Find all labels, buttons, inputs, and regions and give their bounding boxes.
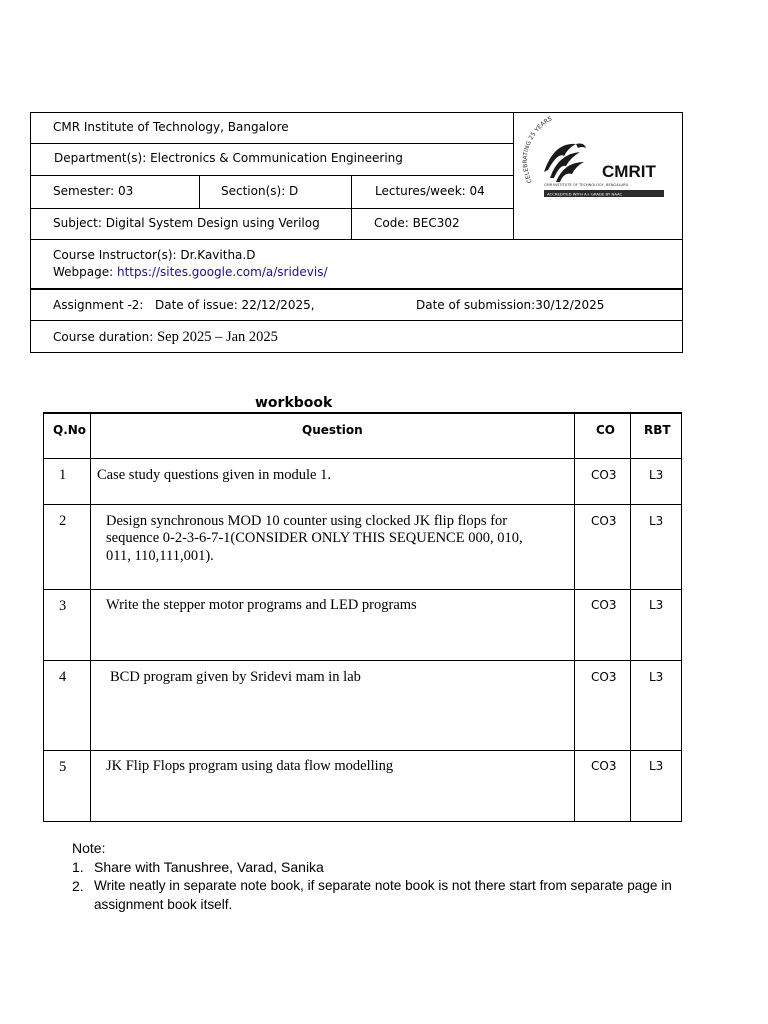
note-1-text: Share with Tanushree, Varad, Sanika	[94, 859, 324, 875]
note-2-number: 2.	[72, 878, 84, 894]
row-2-co: CO3	[591, 514, 617, 528]
row-2-question-line-3: 011, 110,111,001).	[106, 548, 214, 564]
webpage-link[interactable]: https://sites.google.com/a/sridevis/	[117, 265, 328, 279]
table-row-divider	[43, 750, 682, 751]
note-title: Note:	[72, 840, 106, 856]
table-col-divider	[574, 412, 575, 822]
workbook-title: workbook	[255, 395, 333, 411]
institute-name: CMR Institute of Technology, Bangalore	[53, 120, 289, 134]
header-border-bottom	[30, 352, 683, 353]
row-3-question: Write the stepper motor programs and LED programs	[106, 597, 417, 613]
duration-label: Course duration:	[53, 330, 158, 344]
logo-arc-text: CELEBRATING 25 YEARS	[521, 115, 554, 185]
row-divider	[30, 143, 514, 144]
note-2-text-line-1: Write neatly in separate note book, if separate note book is not there start from separate page in	[94, 878, 672, 893]
row-3-co: CO3	[591, 598, 617, 612]
course-code: Code: BEC302	[374, 216, 460, 230]
cell-divider	[199, 175, 200, 208]
table-border-top	[43, 412, 682, 414]
row-5-co: CO3	[591, 759, 617, 773]
row-4-question: BCD program given by Sridevi mam in lab	[110, 669, 361, 685]
logo-badge: ACCREDITED WITH A+ GRADE BY NAAC	[547, 191, 623, 197]
cell-divider	[351, 175, 352, 240]
table-border-left	[43, 412, 44, 822]
logo-name: CMRIT	[602, 162, 656, 181]
swan-icon	[544, 144, 586, 183]
cmrit-logo	[514, 112, 683, 240]
date-of-issue: Date of issue: 22/12/2025,	[155, 298, 315, 312]
webpage-line	[53, 265, 328, 279]
row-3-qno: 3	[59, 598, 67, 614]
row-2-question-line-2: sequence 0-2-3-6-7-1(CONSIDER ONLY THIS SEQUENCE 000, 010,	[106, 530, 523, 546]
row-3-rbt: L3	[649, 598, 664, 612]
assignment-number: Assignment -2:	[53, 298, 144, 312]
row-2-qno: 2	[59, 513, 67, 529]
row-divider	[30, 175, 514, 176]
header-border-left	[30, 112, 31, 353]
department: Department(s): Electronics & Communication Engineering	[54, 151, 403, 165]
column-header-rbt: RBT	[644, 423, 671, 437]
table-row-divider	[43, 660, 682, 661]
table-border-bottom	[43, 821, 682, 822]
row-5-question: JK Flip Flops program using data flow modelling	[106, 758, 394, 774]
semester: Semester: 03	[53, 184, 134, 198]
table-col-divider	[90, 412, 91, 822]
row-1-question: Case study questions given in module 1.	[97, 467, 331, 483]
table-row-divider	[43, 504, 682, 505]
row-divider	[30, 320, 683, 321]
row-1-rbt: L3	[649, 468, 664, 482]
table-col-divider	[630, 412, 631, 822]
row-divider	[30, 288, 683, 290]
row-1-co: CO3	[591, 468, 617, 482]
date-of-submission: Date of submission:30/12/2025	[416, 298, 605, 312]
course-duration	[53, 329, 278, 346]
column-header-qno: Q.No	[53, 423, 87, 437]
row-2-rbt: L3	[649, 514, 664, 528]
note-2-text-line-2: assignment book itself.	[94, 897, 233, 912]
webpage-label: Webpage:	[53, 265, 117, 279]
workbook-table	[43, 412, 682, 823]
column-header-co: CO	[596, 423, 616, 437]
note-1-number: 1.	[72, 859, 84, 875]
subject: Subject: Digital System Design using Verilog	[53, 216, 320, 230]
row-divider	[30, 208, 514, 209]
table-row-divider	[43, 458, 682, 459]
logo-subtitle: CMR INSTITUTE OF TECHNOLOGY, BENGALURU	[544, 183, 629, 187]
column-header-question: Question	[302, 423, 363, 437]
row-4-qno: 4	[59, 669, 67, 685]
row-4-co: CO3	[591, 670, 617, 684]
row-2-question-line-1: Design synchronous MOD 10 counter using clocked JK flip flops for	[106, 513, 508, 529]
row-4-rbt: L3	[649, 670, 664, 684]
lectures-per-week: Lectures/week: 04	[375, 184, 485, 198]
section: Section(s): D	[221, 184, 299, 198]
row-1-qno: 1	[59, 467, 67, 483]
row-5-rbt: L3	[649, 759, 664, 773]
row-5-qno: 5	[59, 759, 67, 775]
table-row-divider	[43, 589, 682, 590]
table-border-right	[681, 412, 682, 822]
course-instructor: Course Instructor(s): Dr.Kavitha.D	[53, 248, 256, 262]
duration-value: Sep 2025 – Jan 2025	[157, 329, 278, 345]
